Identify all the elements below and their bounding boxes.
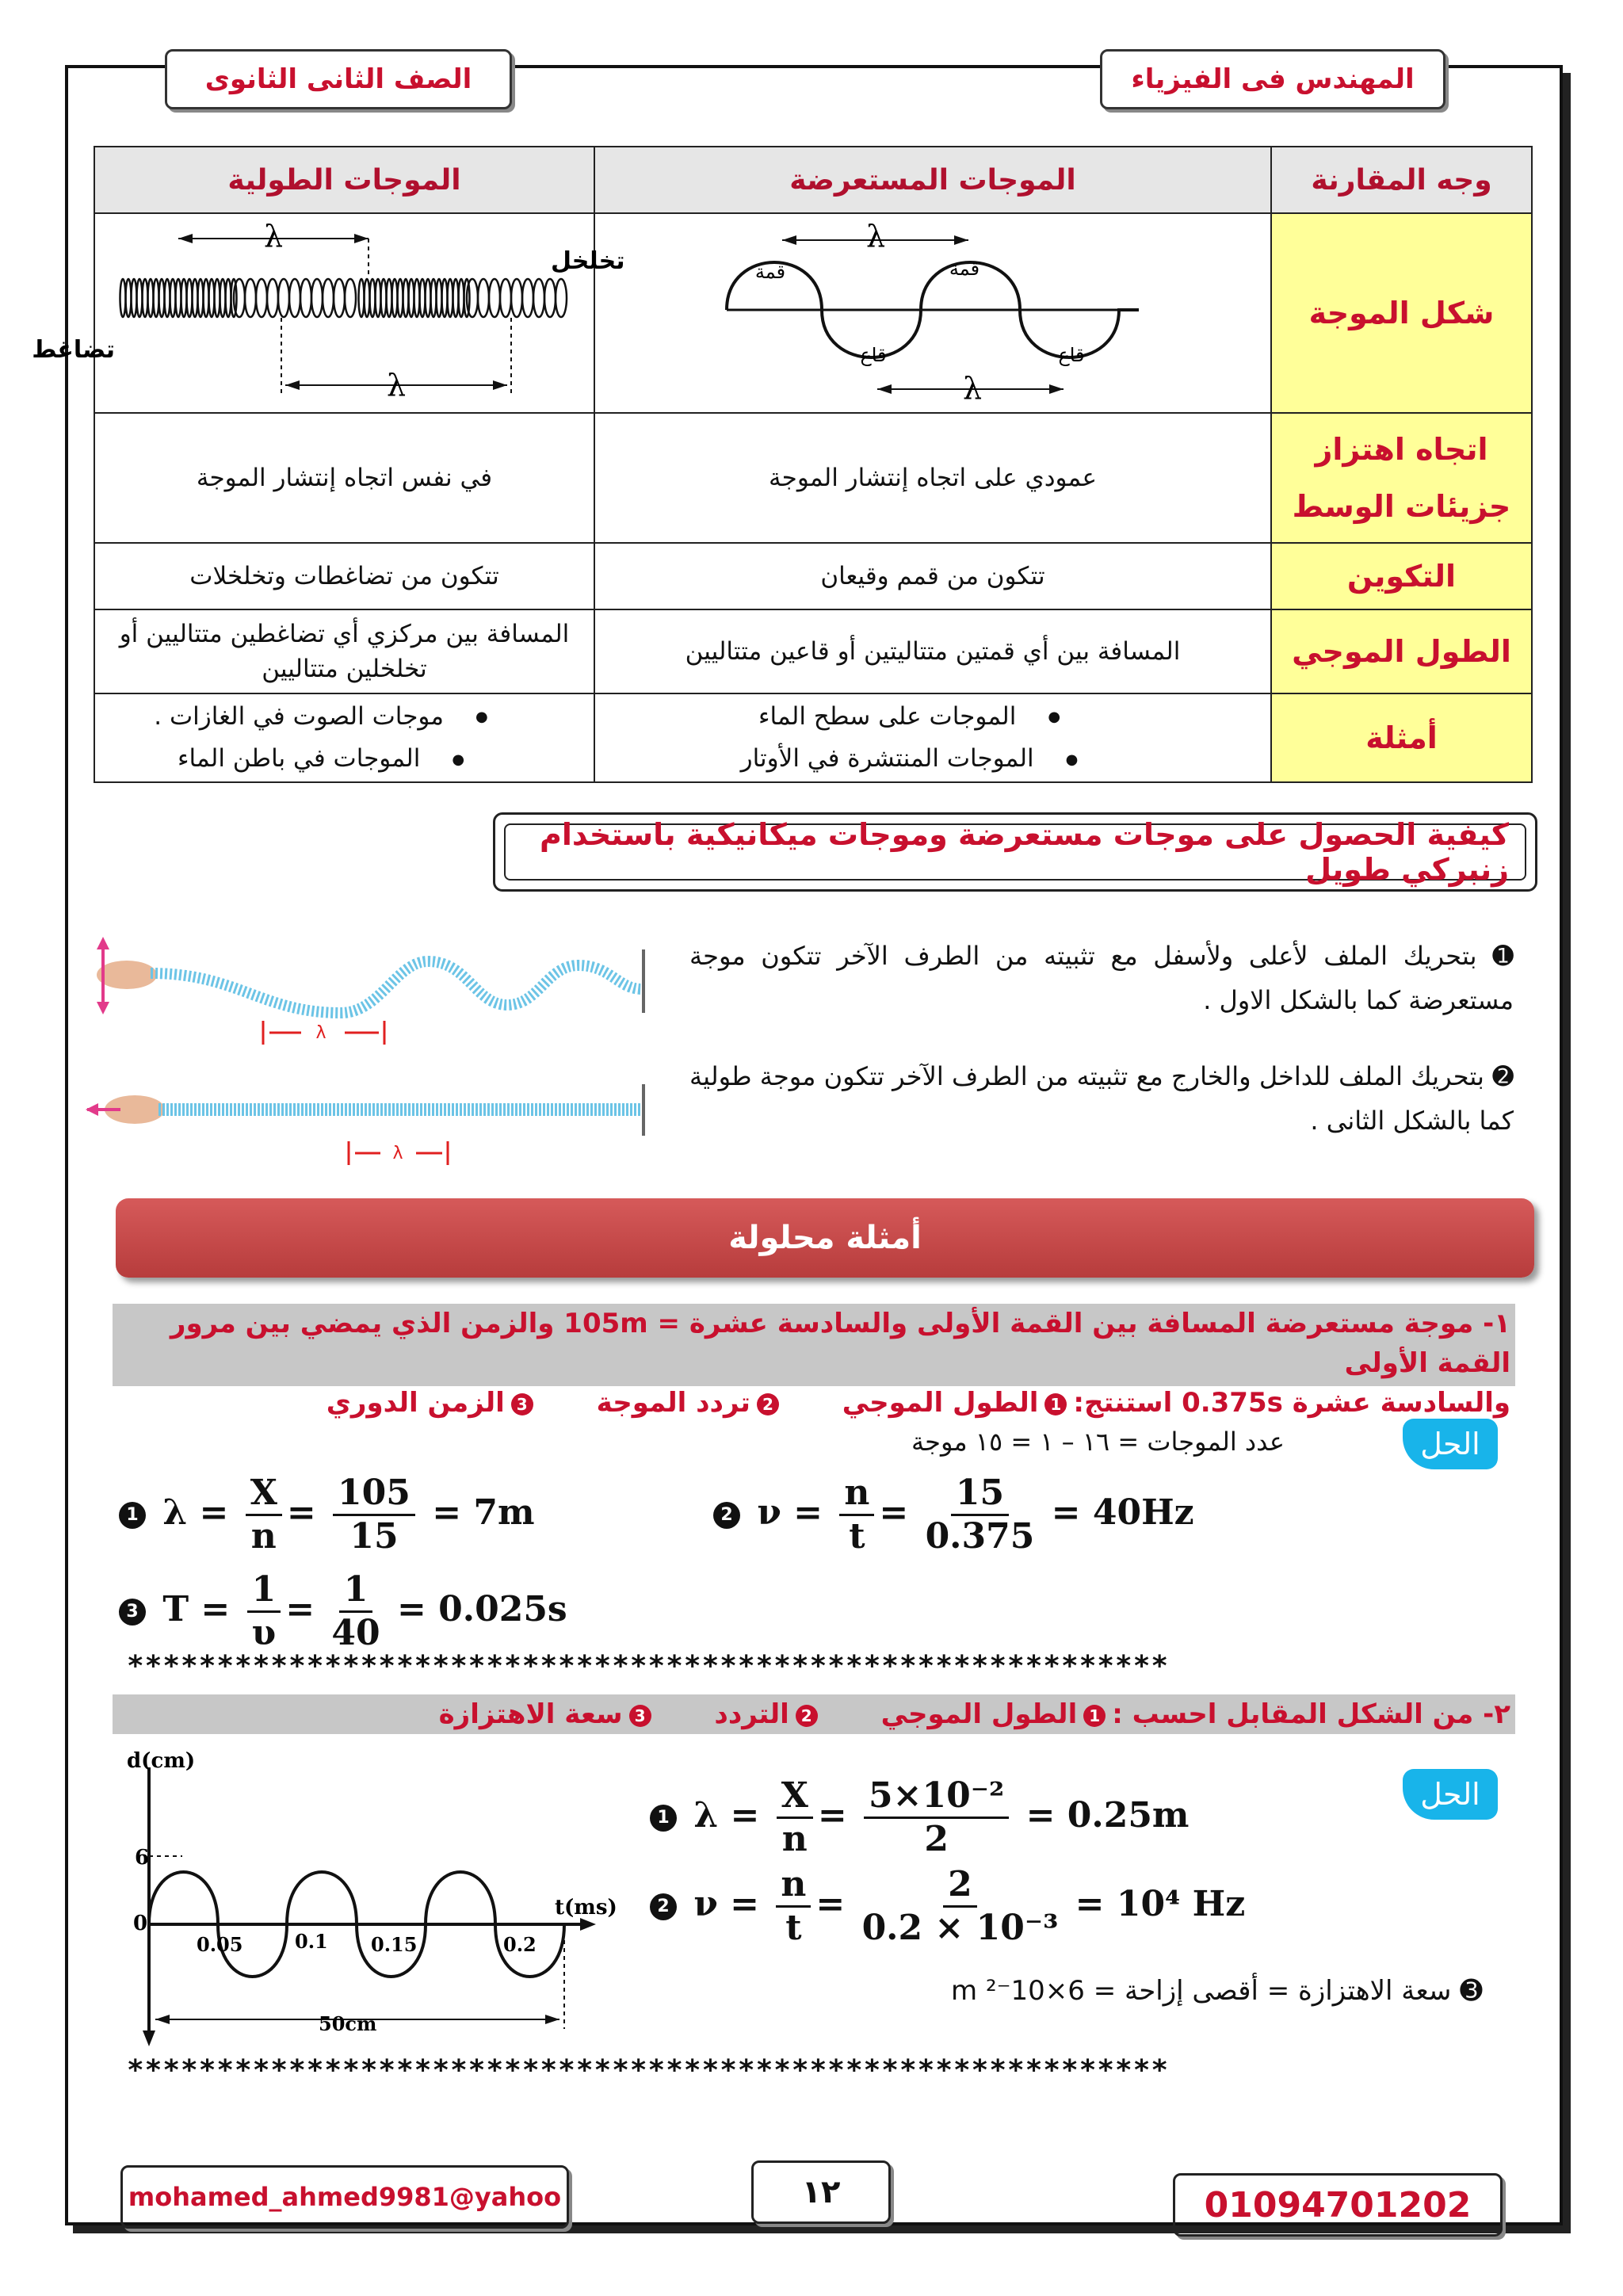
spring-coil — [323, 279, 334, 317]
spring-coil — [300, 279, 311, 317]
svg-text:λ: λ — [263, 219, 283, 254]
equation-wavelength-2: 1 λ = $\frac{X}{n}$ = $\frac{\text{5×10⁻²}}{2}$ = 0.25m — [650, 1775, 1189, 1860]
spring-coil — [334, 279, 345, 317]
solved-examples-banner: أمثلة محلولة — [116, 1198, 1534, 1278]
spring-coil — [478, 279, 489, 317]
spring-coil — [511, 279, 522, 317]
longitudinal-examples — [94, 693, 594, 782]
graph-x-label: t(ms) — [555, 1896, 617, 1920]
separator-stars-1: ********************************************************** — [127, 1650, 1170, 1683]
header-subject-title: المهندس فى الفيزياء — [1100, 49, 1445, 109]
equation-frequency-1: 2 ν = $\frac{n}{t}$ = $\frac{15}{0.375}$ = 40Hz — [713, 1473, 1194, 1557]
question-1-line-2: والسادسة عشرة 0.375s استنتج:1الطول الموجي 2تردد الموجة 3الزمن الدوري — [326, 1387, 1510, 1419]
svg-text:λ: λ — [386, 368, 406, 403]
equation-period-1: 3 T = $\frac{1}{\upsilon}$ = $\frac{1}{40}$ = 0.025s — [119, 1569, 567, 1654]
waves-count: عدد الموجات = ١٦ – ١ = ١٥ موجة — [911, 1427, 1285, 1457]
list-item: ● الموجات على سطح الماء — [596, 696, 1223, 739]
rarefaction-label: تخلخل — [550, 247, 625, 275]
list-item: ● الموجات في باطن الماء — [96, 738, 546, 781]
spring-coil — [500, 279, 511, 317]
spring-coil — [234, 279, 245, 317]
row-label-wavelength: الطول الموجي — [1271, 609, 1532, 693]
equation-frequency-2: 2 ν = $\frac{n}{t}$ = $\frac{2}{\text{0.2 × 10⁻³}}$ = 10⁴ Hz — [650, 1864, 1245, 1949]
transverse-composition: تتكون من قمم وقيعان — [594, 543, 1271, 609]
displacement-time-graph — [111, 1744, 626, 2053]
comparison-table — [31, 146, 1533, 783]
graph-y-label: d(cm) — [127, 1749, 196, 1773]
separator-stars-2: ********************************************************** — [127, 2054, 1170, 2087]
header-grade-title: الصف الثانى الثانوى — [165, 49, 512, 109]
question-1-line-1: ١- موجة مستعرضة المسافة بين القمة الأولى والسادسة عشرة = 105m والزمن الذي يمضي بين مرور القمة الأولى — [170, 1308, 1510, 1379]
spring-coil — [311, 279, 323, 317]
spring-figures — [79, 926, 666, 1179]
solution-label-1: الحل — [1403, 1419, 1498, 1469]
table-header-longitudinal: الموجات الطولية — [94, 147, 594, 213]
longitudinal-wave-svg — [31, 215, 625, 405]
compression-label: تضاغط — [31, 336, 115, 364]
crest-label: قمة — [754, 261, 786, 283]
spring-coil — [467, 279, 478, 317]
table-header-transverse: الموجات المستعرضة — [594, 147, 1271, 213]
transverse-vibration-direction: عمودي على اتجاه إنتشار الموجة — [594, 413, 1271, 543]
svg-text:قاع: قاع — [1058, 344, 1085, 366]
graph-x-tick: 0.1 — [295, 1930, 328, 1953]
spring-coil — [556, 279, 567, 317]
transverse-wave-svg — [711, 215, 1155, 405]
spring-coil — [522, 279, 533, 317]
lambda-label: λ — [865, 219, 886, 254]
longitudinal-wavelength: المسافة بين مركزي أي تضاغطين متتاليين أو تخلخلين متتاليين — [94, 609, 594, 693]
svg-text:قمة: قمة — [949, 258, 980, 280]
graph-y-tick: 6 — [135, 1846, 150, 1870]
page-number: ١٢ — [751, 2160, 891, 2224]
list-item: ● الموجات المنتشرة في الأوتار — [596, 738, 1223, 781]
trough-label: قاع — [860, 344, 887, 366]
graph-y-tick: 0 — [133, 1912, 148, 1935]
transverse-examples — [594, 693, 1271, 782]
equation-wavelength-1: 1 λ = $\frac{X}{n}$ = $\frac{105}{15}$ = 7m — [119, 1473, 535, 1557]
footer-email: mohamed_ahmed9981@yahoo — [120, 2165, 569, 2229]
graph-span-label: 50cm — [319, 2012, 377, 2035]
hand-icon — [97, 961, 157, 989]
svg-text:λ: λ — [962, 371, 983, 406]
transverse-wavelength: المسافة بين أي قمتين متتاليتين أو قاعين متتاليين — [594, 609, 1271, 693]
section-title: كيفية الحصول على موجات مستعرضة وموجات ميكانيكية باستخدام زنبركي طويل — [504, 823, 1526, 881]
question-1 — [113, 1304, 1515, 1419]
row-label-vibration-direction: اتجاه اهتزاز جزيئات الوسط — [1271, 413, 1532, 543]
footer-phone: 01094701202 — [1173, 2173, 1503, 2237]
longitudinal-vibration-direction: في نفس اتجاه إنتشار الموجة — [94, 413, 594, 543]
table-header-aspect: وجه المقارنة — [1271, 147, 1532, 213]
list-item: ● موجات الصوت في الغازات . — [96, 696, 546, 739]
svg-text:λ: λ — [315, 1023, 327, 1043]
graph-x-tick: 0.15 — [371, 1933, 418, 1956]
spring-step-1: ➊ بتحريك الملف لأعلى ولأسفل مع تثبيته من الطرف الآخر تتكون موجة مستعرضة كما بالشكل الاول . — [689, 941, 1514, 1015]
spring-coil — [345, 279, 356, 317]
row-label-examples: أمثلة — [1271, 693, 1532, 782]
amplitude-answer: ➌ سعة الاهتزازة = أقصى إزاحة = 6×10⁻² m — [951, 1975, 1483, 2007]
question-2: ٢- من الشكل المقابل احسب :1الطول الموجي 2التردد 3سعة الاهتزازة — [113, 1694, 1515, 1734]
longitudinal-composition: تتكون من تضاغطات وتخلخلات — [94, 543, 594, 609]
longitudinal-wave-diagram — [31, 213, 625, 413]
graph-x-tick: 0.05 — [197, 1933, 243, 1956]
spring-coil — [544, 279, 556, 317]
spring-coil — [489, 279, 500, 317]
spring-coil — [245, 279, 256, 317]
spring-coil — [289, 279, 300, 317]
spring-coil — [533, 279, 544, 317]
svg-text:λ: λ — [392, 1144, 403, 1163]
spring-coil — [267, 279, 278, 317]
graph-x-tick: 0.2 — [503, 1933, 537, 1956]
spring-coil — [256, 279, 267, 317]
row-label-composition: التكوين — [1271, 543, 1532, 609]
transverse-wave-diagram — [594, 213, 1271, 413]
spring-step-2: ➋ بتحريك الملف للداخل والخارج مع تثبيته من الطرف الآخر تتكون موجة طولية كما بالشكل الثانى . — [689, 1061, 1514, 1136]
row-label-wave-shape: شكل الموجة — [1271, 213, 1532, 413]
spring-coil — [278, 279, 289, 317]
section-title-box — [493, 812, 1537, 892]
solution-label-2: الحل — [1403, 1769, 1498, 1820]
